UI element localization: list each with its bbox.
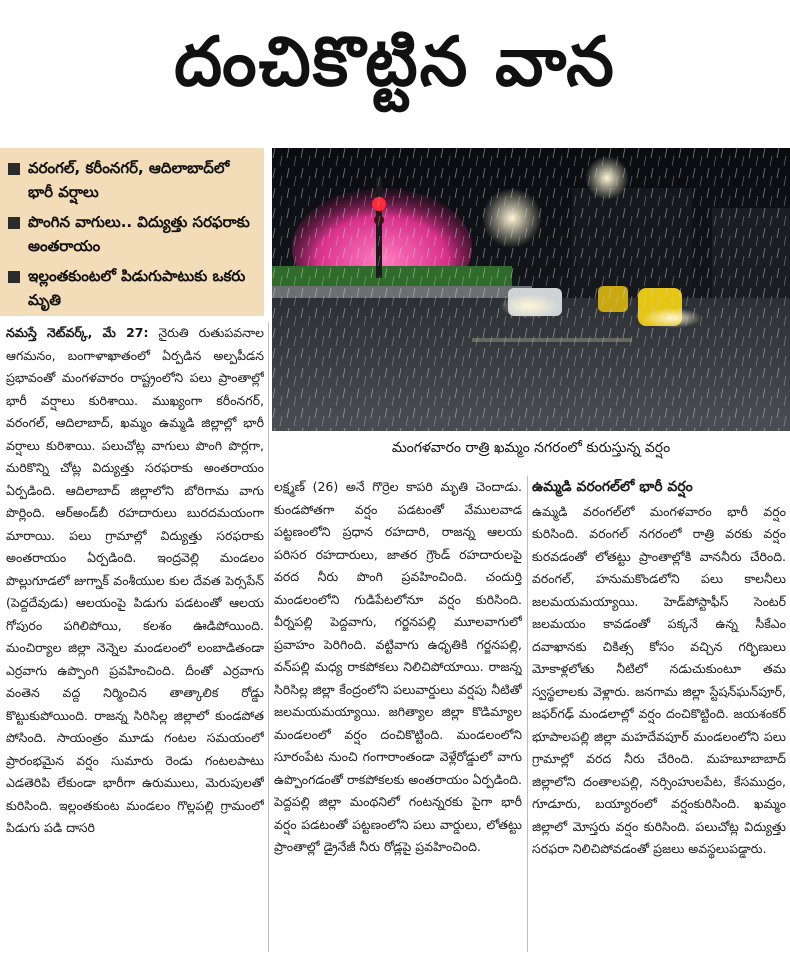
highlight-text: వరంగల్, కరీంనగర్, ఆదిలాబాద్‌లో భారీ వర్షాలు [28, 159, 230, 201]
article-column-3 [532, 476, 786, 952]
square-bullet-icon [8, 271, 20, 283]
highlight-text: ఇల్లంతకుంటలో పిడుగుపాటుకు ఒకరు మృతి [28, 267, 246, 309]
highlight-item [8, 156, 258, 204]
article-column-1 [6, 322, 264, 952]
square-bullet-icon [8, 163, 20, 175]
highlight-item [8, 210, 258, 258]
article-text: లక్ష్మణ్ (26) అనే గొర్రెల కాపరి మృతి చెందాడు. కుండపోతగా వర్షం పడటంతో వేములవాడ పట్టణంలోని ప్రధాన రహదారి, రాజన్న ఆలయ పరిసర రహదారులు, జాతర గ్రౌండ్ రహదారులపై వరద నీరు పొంగి ప్రవహించింది. చందుర్తి మండలంలోని గుడిపేటలోనూ వర్షం కురిసింది. వీర్నపల్లి పెద్దవాగు, గర్జనపల్లి మూలవాగులో ప్రవాహం పెరిగింది. వట్టివాగు ఉధృతికి గర్జనపల్లి, వన్‌పల్లి మధ్య రాకపోకలు నిలిచిపోయాయి. రాజన్న సిరిసిల్ల జిల్లా కేంద్రంలోని పలువార్డులు వర్షపు నీటితో జలమయమయ్యాయి. జగిత్యాల జిల్లా కొడిమ్యాల మండలంలో వర్షం దంచికొట్టింది. మండలంలోని సూరంపేట నుంచి గంగారాంతండా వెళ్లేరోడ్డులో వాగు ఉప్పొంగడంతో రాకపోకలకు అంతరాయం ఏర్పడింది. పెద్దపల్లి జిల్లా మంథనిలో గంటన్నరకు పైగా భారీ వర్షం పడటంతో పట్టణంలోని పలు వార్డులు, లోతట్టు ప్రాంతాల్లో డ్రైనేజీ నీరు రోడ్లపై ప్రవహించింది. [274, 479, 522, 854]
article-column-2 [274, 476, 522, 952]
article-text: ఉమ్మడి వరంగల్‌లో మంగళవారం భారీ వర్షం కురిసింది. వరంగల్ నగరంలో రాత్రి వరకు వర్షం కురవడంతో లోతట్టు ప్రాంతాల్లోకి వాననీరు చేరింది. వరంగల్, హనుమకొండలోని పలు కాలనీలు జలమయమయ్యాయి. హెడ్‌పోస్టాఫీస్ సెంటర్ జలమయం కావడంతో పక్కనే ఉన్న సీకేఎం దవాఖానకు చికిత్స కోసం వచ్చిన గర్భిణులు మోకాళ్లలోతు నీటిలో నడుచుకుంటూ తమ స్వస్థలాలకు వెళ్లారు. జనగామ జిల్లా స్టేషన్‌ఘన్‌పూర్, జఫర్‌గఢ్ మండలాల్లో వర్షం దంచికొట్టింది. జయశంకర్ భూపాలపల్లి జిల్లా మహదేవపూర్ మండలంలోని పలు గ్రామాల్లో వరద నీరు చేరింది. మహబూబాబాద్ జిల్లాలోని దంతాలపల్లి, నర్సింహులపేట, కేసముద్రం, గూడూరు, బయ్యారంలో వర్షంకురిసింది. ఖమ్మం జిల్లాలో మోస్తరు వర్షం కురిసింది. పలుచోట్ల విద్యుత్తు సరఫరా నిలిచిపోవడంతో ప్రజలు అవస్థలుపడ్డారు. [532, 503, 786, 856]
highlight-item [8, 264, 258, 312]
headline: దంచికొట్టిన వాన [174, 22, 616, 102]
column-divider [527, 476, 528, 952]
dateline: నమస్తే నెట్‌వర్క్, మే 27: [6, 325, 149, 340]
article-text: నైరుతి రుతుపవనాల ఆగమనం, బంగాళాఖాతంలో ఏర్పడిన అల్పపీడన ప్రభావంతో మంగళవారం రాష్ట్రంలోని పలు ప్రాంతాల్లో భారీ వర్షాలు కురిశాయి. ముఖ్యంగా కరీంనగర్, వరంగల్, ఆదిలాబాద్, ఖమ్మం ఉమ్మడి జిల్లాల్లో భారీ వర్షాలు కురిశాయి. పలుచోట్ల వాగులు పొంగి పొర్లగా, మరికొన్ని చోట్ల విద్యుత్తు సరఫరాకు అంతరాయం ఏర్పడింది. ఆదిలాబాద్ జిల్లాలోని బోరిగామ వాగు పొర్లింది. ఆర్‌అండ్‌బీ రహదారులు బురదమయంగా మారాయి. పలు గ్రామాల్లో విద్యుత్తు సరఫరాకు అంతరాయం ఏర్పడింది. ఇంద్రవెల్లి మండలం పొల్లుగూడలో జుగ్నాక్ వంశీయుల కుల దేవత పెర్సపేన్ (పెద్దదేవుడు) ఆలయంపై పిడుగు పడటంతో ఆలయ గోపురం పగిలిపోయి, కలశం ఊడిపోయింది. మంచిర్యాల జిల్లా నెన్నెల మండలంలో లంబాడితండా ఎర్రవాగు ఉప్పొంగి ప్రవహించింది. దీంతో ఎర్రవాగు వంతెన వద్ద నిర్మించిన తాత్కాలిక రోడ్డు కొట్టుకుపోయింది. రాజన్న సిరిసిల్ల జిల్లాలో కుండపోత పోసింది. సాయంత్రం మూడు గంటల సమయంలో ప్రారంభమైన వర్షం సుమారు రెండు గంటలపాటు ఎడతెరిపి లేకుండా భారీగా ఉరుములు, మెరుపులతో కురిసింది. ఇల్లంతకుంట మండలం గొల్లపల్లి గ్రామంలో పిడుగు పడి దాసరి [6, 325, 264, 835]
rain-scene-illustration [272, 148, 790, 431]
rain-night-photo [272, 148, 790, 431]
highlight-text: పొంగిన వాగులు.. విద్యుత్తు సరఫరాకు అంతరాయం [28, 213, 250, 255]
highlights-box [0, 148, 264, 316]
column-divider [268, 322, 269, 952]
photo-caption: మంగళవారం రాత్రి ఖమ్మం నగరంలో కురుస్తున్న వర్షం [391, 439, 671, 456]
section-subheading: ఉమ్మడి వరంగల్‌లో భారీ వర్షం [532, 479, 693, 495]
square-bullet-icon [8, 217, 20, 229]
